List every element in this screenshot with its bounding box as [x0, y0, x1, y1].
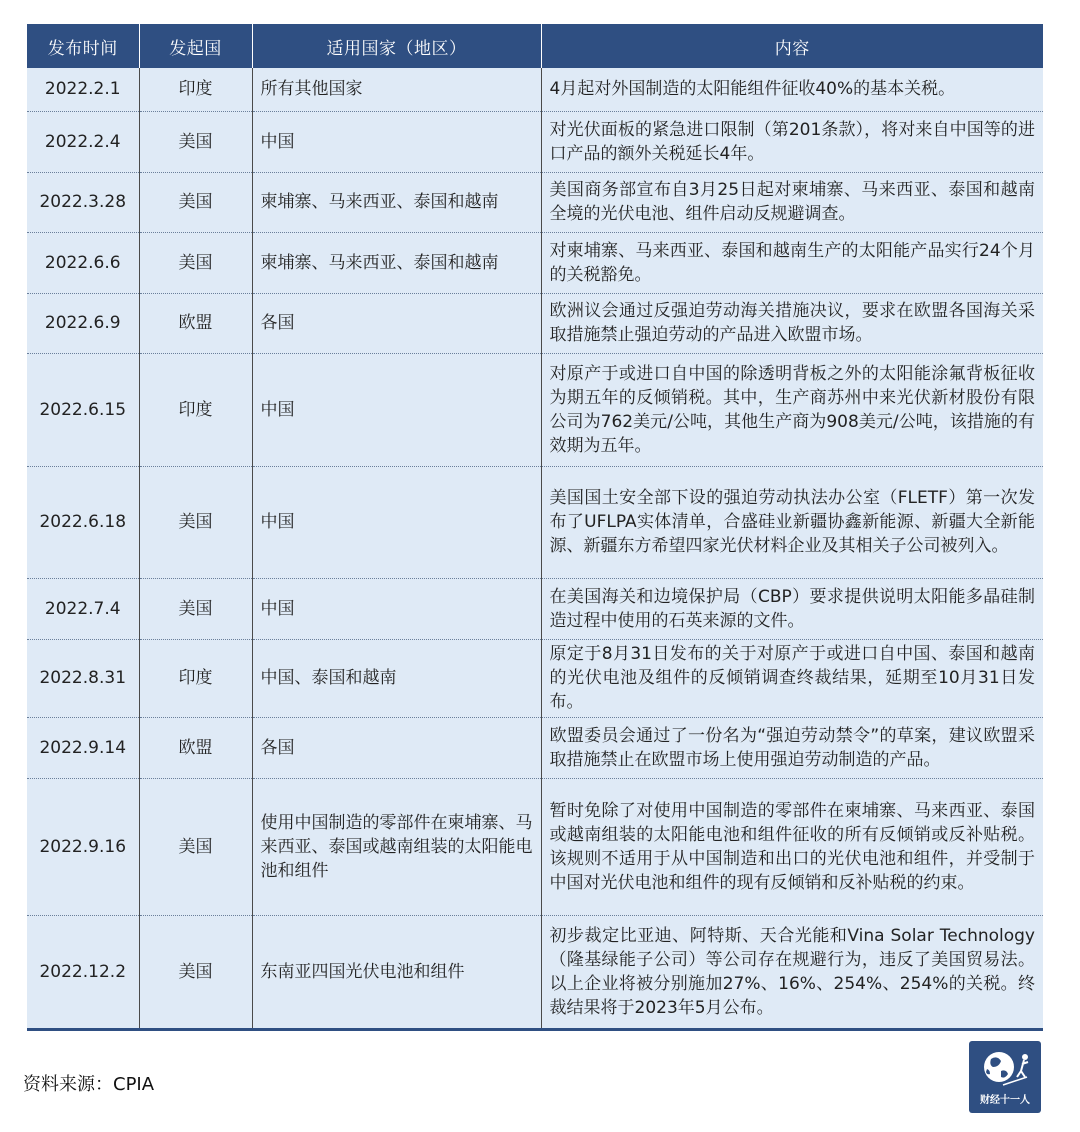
table-row — [27, 232, 1043, 293]
cell-issuer: 印度 — [139, 68, 252, 111]
table-row — [27, 293, 1043, 353]
cell-date: 2022.2.4 — [27, 111, 139, 172]
table-row — [27, 172, 1043, 232]
cell-date: 2022.3.28 — [27, 172, 139, 232]
cell-scope: 各国 — [252, 717, 541, 778]
cell-content: 欧洲议会通过反强迫劳动海关措施决议，要求在欧盟各国海关采取措施禁止强迫劳动的产品进入欧盟市场。 — [541, 293, 1043, 353]
cell-content: 暂时免除了对使用中国制造的零部件在柬埔寨、马来西亚、泰国或越南组装的太阳能电池和组件征收的所有反倾销或反补贴税。该规则不适用于从中国制造和出口的光伏电池和组件，并受制于中国对光伏电池和组件的现有反倾销和反补贴税的约束。 — [541, 778, 1043, 915]
table-row — [27, 578, 1043, 639]
cell-issuer: 美国 — [139, 172, 252, 232]
table-row — [27, 68, 1043, 111]
cell-issuer: 美国 — [139, 578, 252, 639]
cell-scope: 中国、泰国和越南 — [252, 639, 541, 717]
cell-scope: 所有其他国家 — [252, 68, 541, 111]
cell-date: 2022.2.1 — [27, 68, 139, 111]
cell-content: 初步裁定比亚迪、阿特斯、天合光能和Vina Solar Technology（隆基绿能子公司）等公司存在规避行为，违反了美国贸易法。以上企业将被分别施加27%、16%、254%、254%的关税。终裁结果将于2023年5月公布。 — [541, 915, 1043, 1028]
cell-issuer: 美国 — [139, 111, 252, 172]
cell-content: 对柬埔寨、马来西亚、泰国和越南生产的太阳能产品实行24个月的关税豁免。 — [541, 232, 1043, 293]
cell-scope: 中国 — [252, 111, 541, 172]
cell-content: 对原产于或进口自中国的除透明背板之外的太阳能涂氟背板征收为期五年的反倾销税。其中，生产商苏州中来光伏新材股份有限公司为762美元/公吨，其他生产商为908美元/公吨，该措施的有效期为五年。 — [541, 353, 1043, 466]
policy-table — [27, 24, 1043, 1031]
cell-date: 2022.6.9 — [27, 293, 139, 353]
cell-date: 2022.9.16 — [27, 778, 139, 915]
table-header-row — [27, 24, 1043, 68]
cell-issuer: 印度 — [139, 353, 252, 466]
cell-issuer: 欧盟 — [139, 717, 252, 778]
cell-scope: 中国 — [252, 578, 541, 639]
cell-date: 2022.7.4 — [27, 578, 139, 639]
table-row — [27, 778, 1043, 915]
cell-scope: 柬埔寨、马来西亚、泰国和越南 — [252, 232, 541, 293]
cell-scope: 东南亚四国光伏电池和组件 — [252, 915, 541, 1028]
cell-issuer: 印度 — [139, 639, 252, 717]
cell-content: 对光伏面板的紧急进口限制（第201条款），将对来自中国等的进口产品的额外关税延长4年。 — [541, 111, 1043, 172]
table-row — [27, 466, 1043, 578]
logo — [969, 1041, 1041, 1113]
header-scope: 适用国家（地区） — [252, 24, 541, 68]
header-date: 发布时间 — [27, 24, 139, 68]
cell-date: 2022.12.2 — [27, 915, 139, 1028]
source-note: 资料来源：CPIA — [23, 1074, 155, 1095]
cell-content: 欧盟委员会通过了一份名为“强迫劳动禁令”的草案，建议欧盟采取措施禁止在欧盟市场上使用强迫劳动制造的产品。 — [541, 717, 1043, 778]
cell-issuer: 美国 — [139, 915, 252, 1028]
cell-date: 2022.9.14 — [27, 717, 139, 778]
table-row — [27, 717, 1043, 778]
cell-date: 2022.6.18 — [27, 466, 139, 578]
cell-date: 2022.6.6 — [27, 232, 139, 293]
table-row — [27, 915, 1043, 1028]
cell-issuer: 美国 — [139, 466, 252, 578]
globe-figure-icon — [969, 1041, 1041, 1097]
header-content: 内容 — [541, 24, 1043, 68]
cell-content: 在美国海关和边境保护局（CBP）要求提供说明太阳能多晶硅制造过程中使用的石英来源的文件。 — [541, 578, 1043, 639]
cell-scope: 中国 — [252, 466, 541, 578]
cell-content: 美国国土安全部下设的强迫劳动执法办公室（FLETF）第一次发布了UFLPA实体清单，合盛硅业新疆协鑫新能源、新疆大全新能源、新疆东方希望四家光伏材料企业及其相关子公司被列入。 — [541, 466, 1043, 578]
cell-content: 4月起对外国制造的太阳能组件征收40%的基本关税。 — [541, 68, 1043, 111]
cell-scope: 使用中国制造的零部件在柬埔寨、马来西亚、泰国或越南组装的太阳能电池和组件 — [252, 778, 541, 915]
cell-issuer: 美国 — [139, 778, 252, 915]
table-row — [27, 111, 1043, 172]
cell-content: 美国商务部宣布自3月25日起对柬埔寨、马来西亚、泰国和越南全境的光伏电池、组件启动反规避调查。 — [541, 172, 1043, 232]
cell-scope: 柬埔寨、马来西亚、泰国和越南 — [252, 172, 541, 232]
logo-text: 财经十一人 — [980, 1095, 1030, 1106]
cell-content: 原定于8月31日发布的关于对原产于或进口自中国、泰国和越南的光伏电池及组件的反倾销调查终裁结果，延期至10月31日发布。 — [541, 639, 1043, 717]
cell-scope: 各国 — [252, 293, 541, 353]
table-row — [27, 639, 1043, 717]
cell-date: 2022.8.31 — [27, 639, 139, 717]
cell-issuer: 欧盟 — [139, 293, 252, 353]
cell-date: 2022.6.15 — [27, 353, 139, 466]
header-issuer: 发起国 — [139, 24, 252, 68]
table-row — [27, 353, 1043, 466]
cell-scope: 中国 — [252, 353, 541, 466]
cell-issuer: 美国 — [139, 232, 252, 293]
